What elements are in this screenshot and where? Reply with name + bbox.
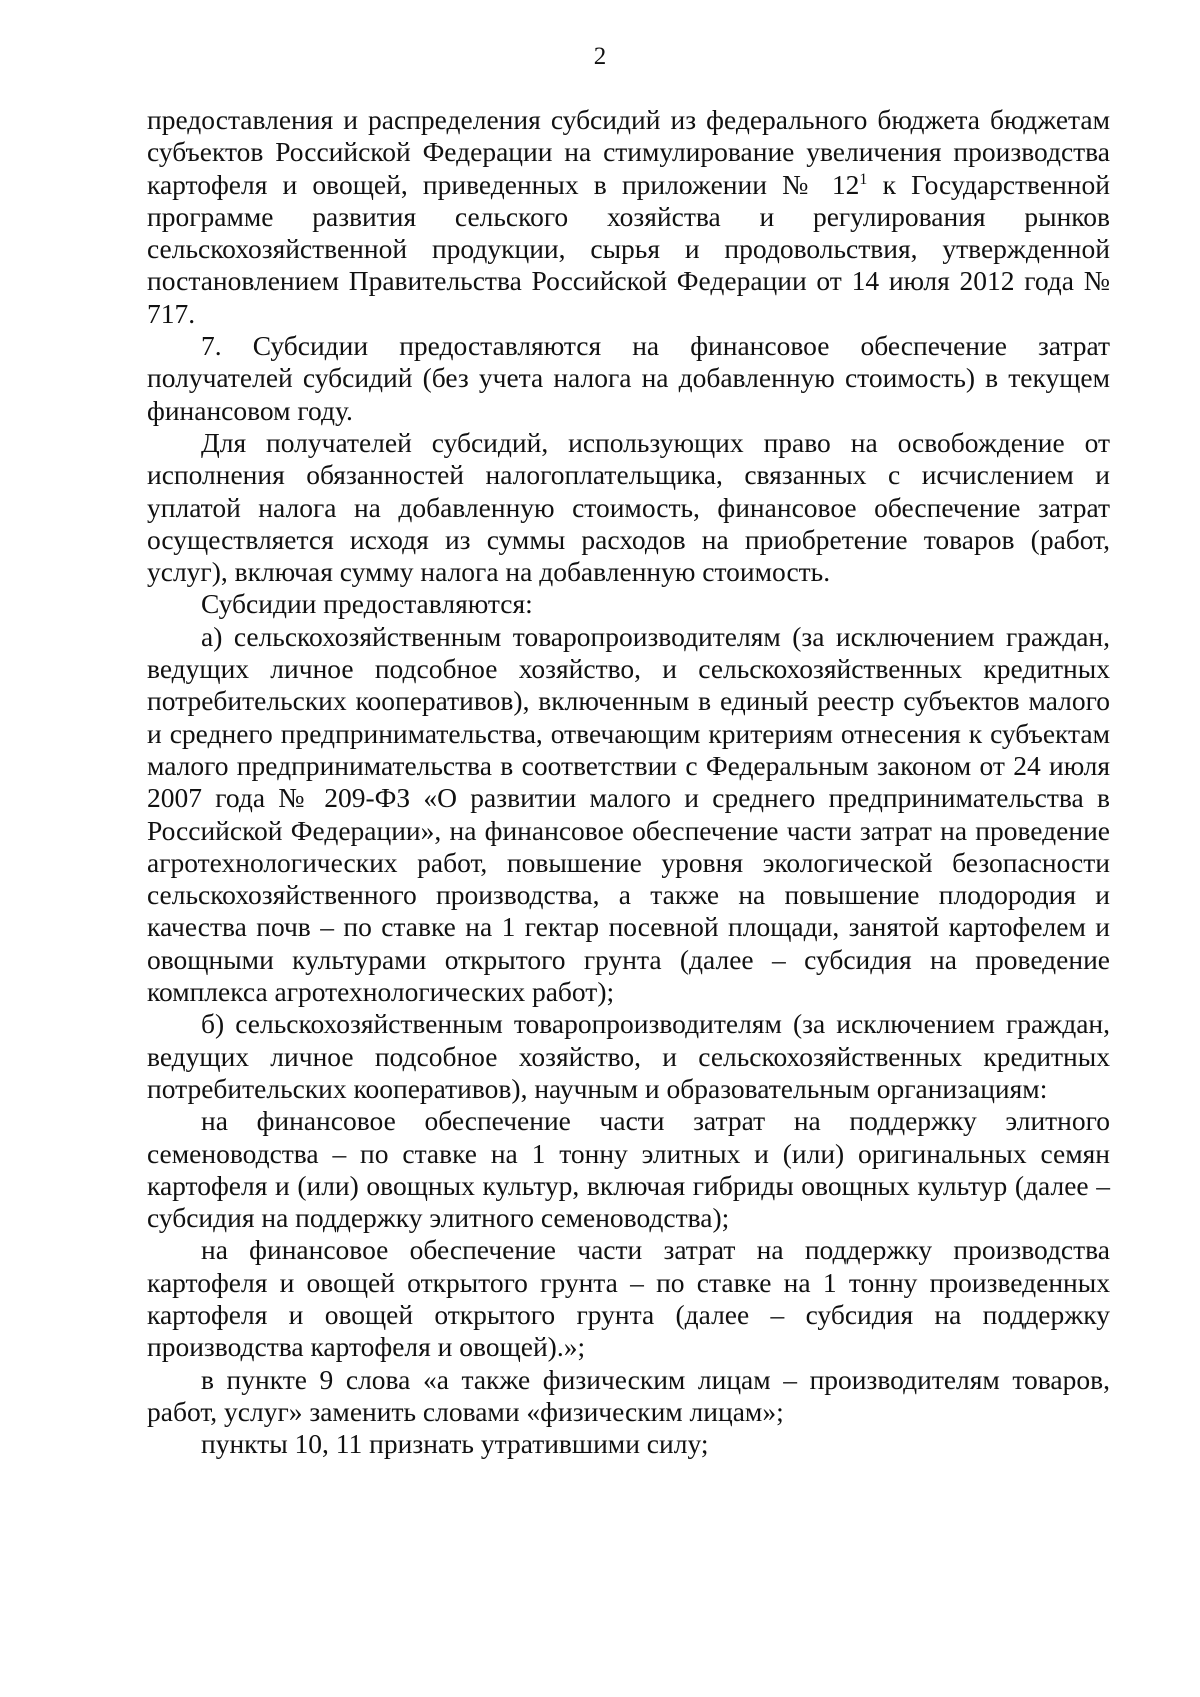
paragraph-item-9-amendment: в пункте 9 слова «а также физическим лицам – производителям товаров, работ, услуг» заменить словами «физическим лицам»;	[147, 1363, 1110, 1427]
paragraph-continuation-end: к Государственной программе развития сельского хозяйства и регулирования рынков сельскохозяйственной продукции, сырья и продовольствия, утвержденной постановлением Правительства Российской Федерации от 14 июля 2012 года № 717.	[147, 168, 1110, 329]
paragraph-vat-exemption: Для получателей субсидий, использующих право на освобождение от исполнения обязанностей налогоплательщика, связанных с исчислением и уплатой налога на добавленную стоимость, финансовое обеспечение затрат осуществляется исходя из суммы расходов на приобретение товаров (работ, услуг), включая сумму налога на добавленную стоимость.	[147, 426, 1110, 588]
paragraph-production-support: на финансовое обеспечение части затрат на поддержку производства картофеля и овощей открытого грунта – по ставке на 1 тонну произведенных картофеля и овощей открытого грунта (далее – субсидия на поддержку производства картофеля и овощей).»;	[147, 1234, 1110, 1363]
paragraph-item-7: 7. Субсидии предоставляются на финансовое обеспечение затрат получателей субсидий (без учета налога на добавленную стоимость) в текущем финансовом году.	[147, 330, 1110, 426]
paragraph-elite-seed: на финансовое обеспечение части затрат на поддержку элитного семеноводства – по ставке на 1 тонну элитных и (или) оригинальных семян картофеля и (или) овощных культур, включая гибриды овощных культур (далее – субсидия на поддержку элитного семеноводства);	[147, 1105, 1110, 1234]
paragraph-subsidies-intro: Субсидии предоставляются:	[201, 588, 533, 620]
document-body	[147, 104, 1110, 1460]
footnote-superscript: 1	[859, 170, 868, 188]
paragraph-items-10-11-repeal: пункты 10, 11 признать утратившими силу;	[201, 1428, 709, 1460]
paragraph-continuation-text: предоставления и распределения субсидий из федерального бюджета бюджетам субъектов Российской Федерации на стимулирование увеличения производства картофеля и овощей, приведенных в приложении № 12	[147, 104, 1110, 200]
page-number: 2	[593, 43, 607, 70]
paragraph-continuation	[147, 104, 1110, 330]
paragraph-subitem-a: а) сельскохозяйственным товаропроизводителям (за исключением граждан, ведущих личное подсобное хозяйство, и сельскохозяйственных кредитных потребительских кооперативов), включенным в единый реестр субъектов малого и среднего предпринимательства, отвечающим критериям отнесения к субъектам малого предпринимательства в соответствии с Федеральным законом от 24 июля 2007 года № 209-ФЗ «О развитии малого и среднего предпринимательства в Российской Федерации», на финансовое обеспечение части затрат на проведение агротехнологических работ, повышение уровня экологической безопасности сельскохозяйственного производства, а также на повышение плодородия и качества почв – по ставке на 1 гектар посевной площади, занятой картофелем и овощными культурами открытого грунта (далее – субсидия на проведение комплекса агротехнологических работ);	[147, 620, 1110, 1008]
paragraph-subitem-b: б) сельскохозяйственным товаропроизводителям (за исключением граждан, ведущих личное подсобное хозяйство, и сельскохозяйственных кредитных потребительских кооперативов), научным и образовательным организациям:	[147, 1008, 1110, 1104]
